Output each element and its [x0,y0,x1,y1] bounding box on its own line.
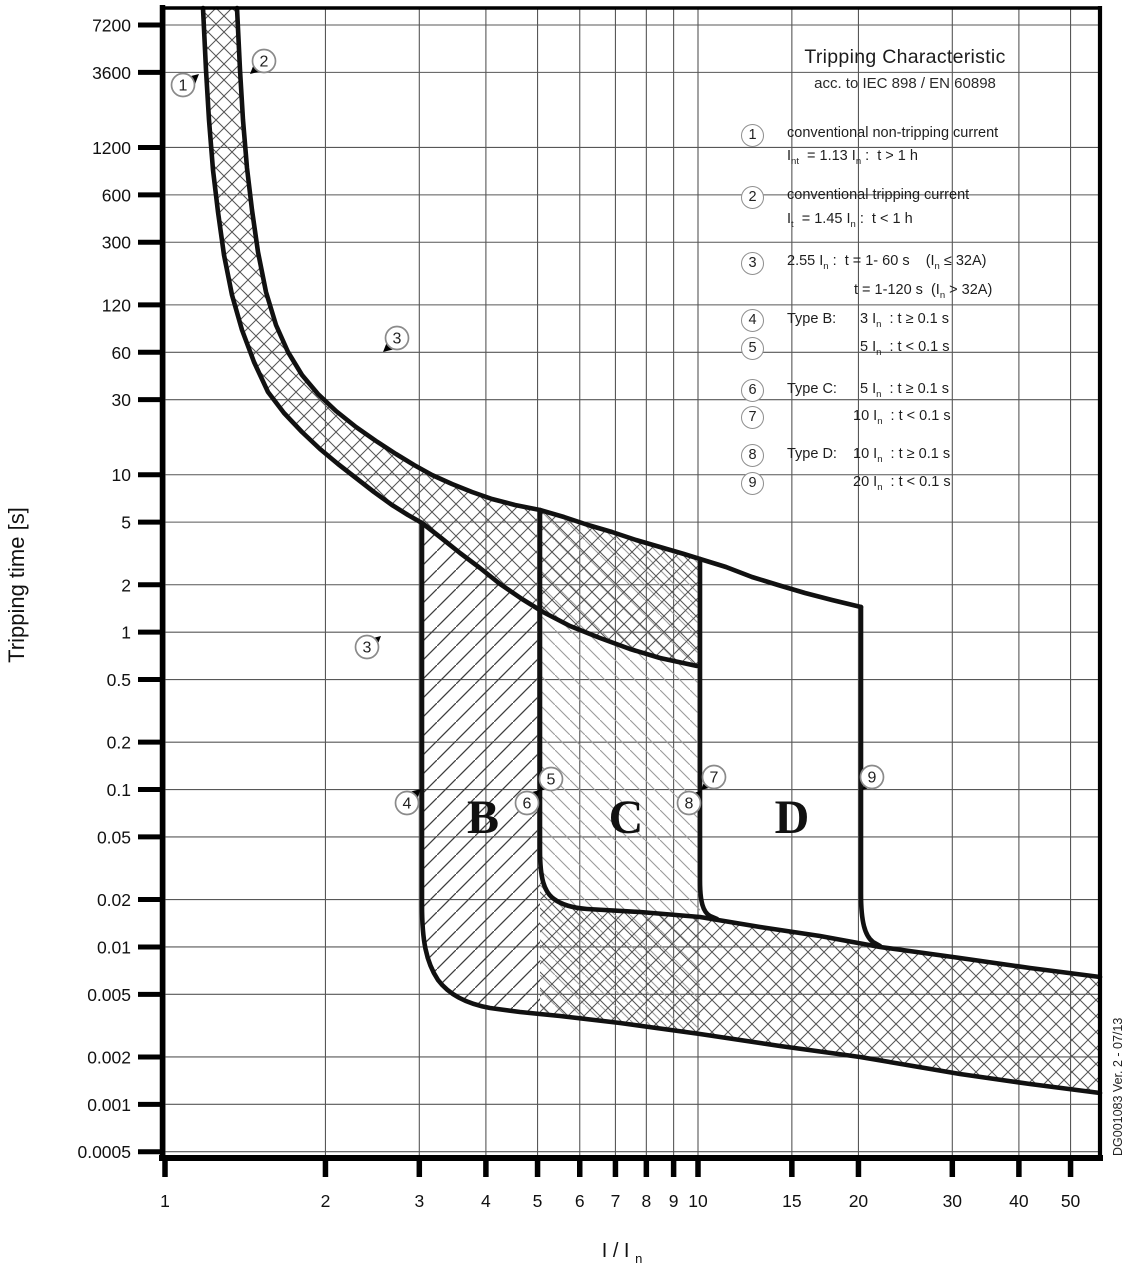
document-code: DG001083 Ver. 2 - 07/13 [1111,1017,1125,1156]
legend-circle-3: 3 [741,252,764,275]
legend-circle-5: 5 [741,337,764,360]
legend-circle-1: 1 [741,124,764,147]
x-tick-label: 4 [481,1191,491,1211]
y-tick-label: 5 [121,512,131,533]
marker-6 [516,790,541,815]
legend-text-3-1: t = 1-120 s $(I_n > 32A)$ [854,282,993,301]
legend-title: Tripping Characteristic [804,46,1006,68]
marker-number: 9 [867,769,877,787]
x-tick-label: 3 [414,1191,425,1211]
marker-number: 4 [402,795,412,813]
y-tick-label: 1 [121,622,131,643]
y-tick-label: 0.005 [87,984,131,1005]
y-tick-label: 120 [101,295,131,316]
region-letter-c: C [608,791,644,844]
x-tick-label: 7 [610,1191,621,1211]
legend-text-8-0: Type D: [787,446,837,462]
marker-1 [172,74,200,97]
y-tick-label: 2 [121,575,131,596]
x-tick-label: 8 [641,1191,652,1211]
legend-text-1-1: $I_{nt} = 1.13$ $I_n$ : t > 1 h [787,148,918,167]
legend-circle-7: 7 [741,406,764,429]
type-d-left-boundary [700,559,717,919]
marker-number: 3 [392,330,402,348]
marker-number: 7 [709,769,719,787]
legend-text-1-0: conventional non-tripping current [787,125,999,141]
marker-3 [356,636,382,659]
y-tick-label: 0.002 [87,1047,131,1068]
legend-text-4-1: 3 $I_n$ : t ≥ 0.1 s [860,311,950,330]
x-tick-label: 10 [688,1191,708,1211]
legend-text-2-0: conventional tripping current [787,187,970,203]
x-tick-label: 6 [574,1191,585,1211]
x-tick-label: 50 [1060,1191,1081,1211]
y-tick-label: 0.5 [106,670,131,691]
x-axis-title [602,1240,643,1266]
legend-circle-2: 2 [741,186,764,209]
region-letter-d: D [774,791,810,844]
marker-3 [383,327,409,353]
y-tick-label: 0.001 [87,1094,131,1115]
x-tick-label: 9 [668,1191,679,1211]
x-axis-title-subscript: n [635,1251,643,1266]
y-tick-label: 0.2 [106,732,131,753]
marker-2 [250,50,276,75]
legend-text-4-0: Type B: [787,311,837,327]
marker-4 [396,789,422,815]
x-tick-label: 2 [320,1191,331,1211]
y-tick-label: 300 [101,232,131,253]
y-tick-label: 3600 [92,62,131,83]
marker-5 [539,768,563,792]
legend-text-7-0: 10 $I_n$ : t < 0.1 s [853,408,951,427]
y-tick-label: 0.0005 [77,1142,131,1163]
x-tick-label: 1 [160,1191,170,1211]
marker-number: 6 [522,795,532,813]
legend-circle-4: 4 [741,309,764,332]
legend-text-6-1: 5 $I_n$ : t ≥ 0.1 s [860,381,950,400]
x-axis-title-main: I / I [601,1240,630,1262]
x-tick-label: 40 [1009,1191,1029,1211]
legend-text-9-0: 20 $I_n$ : t < 0.1 s [853,474,951,493]
x-tick-label: 20 [848,1191,869,1211]
y-tick-label: 600 [101,185,131,206]
y-tick-label: 7200 [92,15,131,36]
y-tick-label: 30 [111,390,131,411]
x-tick-label: 5 [532,1191,543,1211]
marker-number: 8 [684,795,694,813]
y-tick-label: 60 [111,342,131,363]
legend-text-6-0: Type C: [787,381,837,397]
x-tick-label: 15 [782,1191,802,1211]
y-tick-label: 10 [111,465,131,486]
x-tick-label: 30 [942,1191,963,1211]
legend-circle-6: 6 [741,379,764,402]
legend-text-2-1: $I_t = 1.45$ $I_n$ : t < 1 h [787,211,913,230]
legend-circle-9: 9 [741,472,764,495]
y-tick-label: 0.01 [96,937,131,958]
marker-8 [678,791,702,815]
y-axis-title: Tripping time [s] [4,507,29,663]
legend-circle-8: 8 [741,444,764,467]
region-letter-b: B [466,791,500,844]
marker-9 [861,766,884,791]
legend-text-3-0: 2.55 $I_n$ : t = 1- 60 s $(I_n \le 32A)$ [787,253,987,272]
y-tick-label: 0.02 [96,890,131,911]
marker-number: 5 [546,771,556,789]
hatched-regions [203,8,1100,1093]
marker-number: 2 [259,53,269,71]
marker-number: 1 [178,77,188,95]
legend-text-5-0: 5 $I_n$ : t < 0.1 s [860,339,950,358]
marker-7 [701,766,726,791]
y-tick-label: 0.1 [106,780,131,801]
marker-number: 3 [362,639,372,657]
legend-text-8-1: 10 $I_n$ : t ≥ 0.1 s [853,446,951,465]
y-tick-label: 0.05 [96,827,131,848]
y-tick-label: 1200 [92,137,131,158]
legend-subtitle: acc. to IEC 898 / EN 60898 [814,75,996,92]
